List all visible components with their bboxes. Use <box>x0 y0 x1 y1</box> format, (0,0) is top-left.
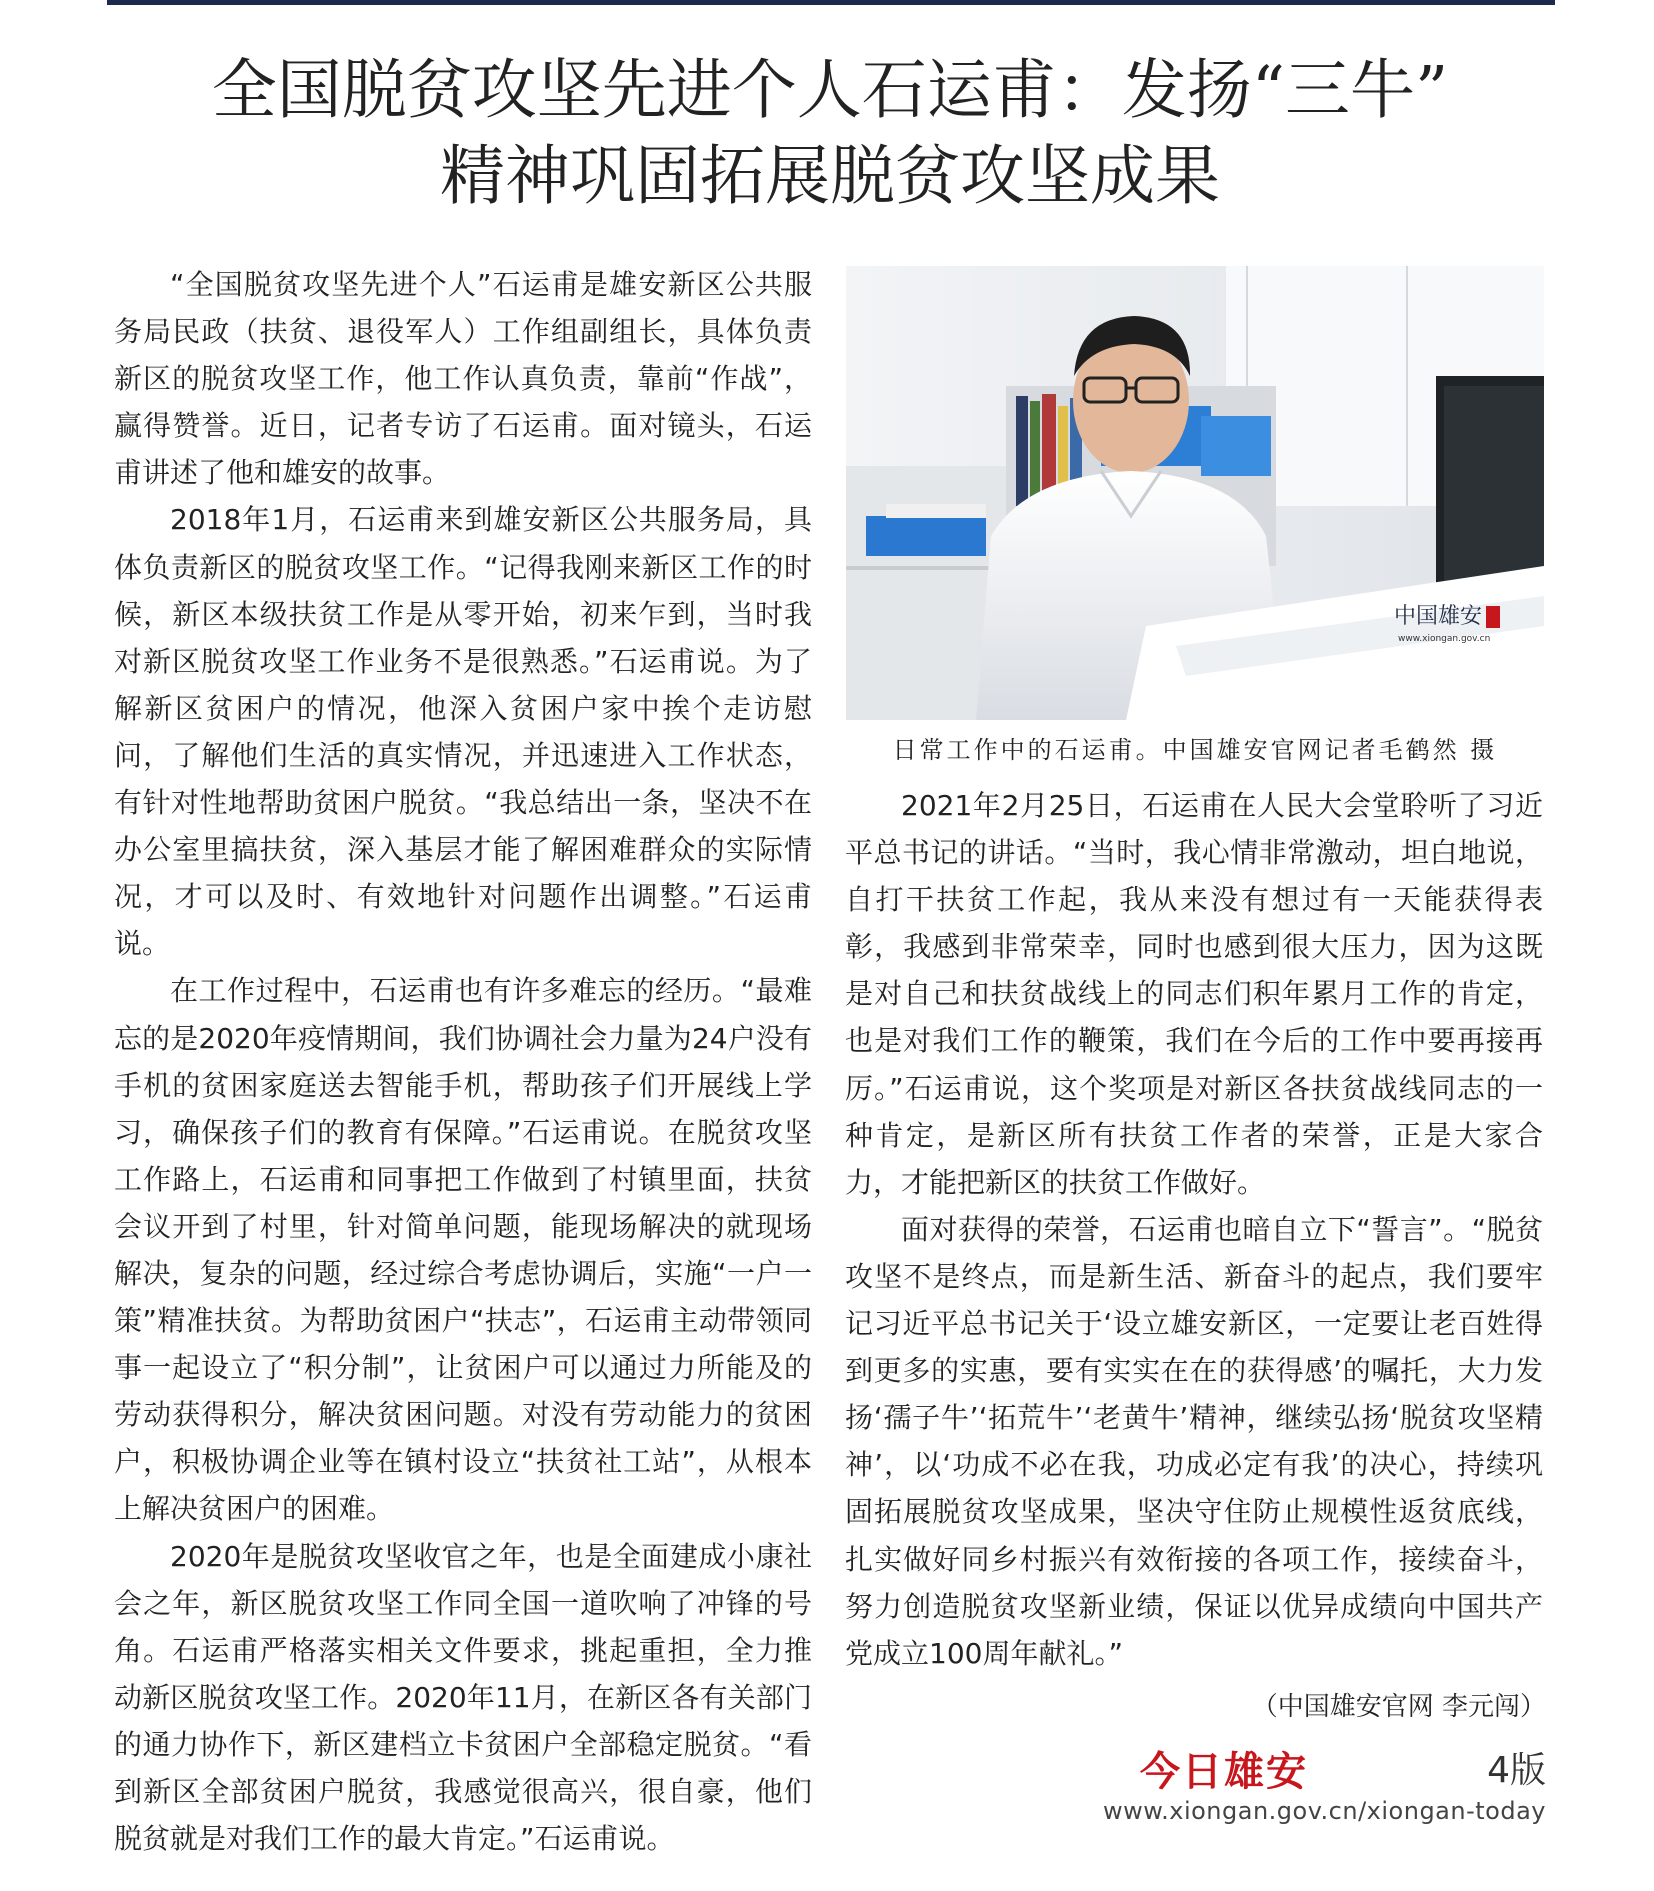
photo-caption: 日常工作中的石运甫。中国雄安官网记者毛鹤然 摄 <box>892 736 1498 764</box>
watermark-seal <box>1486 606 1500 628</box>
paragraph: 2021年2月25日，石运甫在人民大会堂聆听了习近平总书记的讲话。“当时，我心情非常激动，坦白地说，自打干扶贫工作起，我从来没有想过有一天能获得表彰，我感到非常荣幸，同时也感到很大压力，因为这既是对自己和扶贫战线上的同志们积年累月工作的肯定，也是对我们工作的鞭策，我们在今后的工作中要再接再厉。”石运甫说，这个奖项是对新区各扶贫战线同志的一种肯定，是新区所有扶贫工作者的荣誉，正是大家合力，才能把新区的扶贫工作做好。 <box>845 789 1543 1199</box>
paragraph: 面对获得的荣誉，石运甫也暗自立下“誓言”。“脱贫攻坚不是终点，而是新生活、新奋斗的起点，我们要牢记习近平总书记关于‘设立雄安新区，一定要让老百姓得到更多的实惠，要有实实在在的获得感’的嘱托，大力发扬‘孺子牛’‘拓荒牛’‘老黄牛’精神，继续弘扬‘脱贫攻坚精神’，以‘功成不必在我，功成必定有我’的决心，持续巩固拓展脱贫攻坚成果，坚决守住防止规模性返贫底线，扎实做好同乡村振兴有效衔接的各项工作，接续奋斗，努力创造脱贫攻坚新业绩，保证以优异成绩向中国共产党成立100周年献礼。” <box>845 1212 1543 1670</box>
photo-watermark: 中国雄安 <box>1394 604 1483 629</box>
author-credit: （中国雄安官网 李元闯） <box>1251 1692 1546 1722</box>
top-rule <box>107 0 1555 5</box>
masthead-logo: 今日雄安 <box>1140 1748 1308 1795</box>
paragraph: 2020年是脱贫攻坚收官之年，也是全面建成小康社会之年，新区脱贫攻坚工作同全国一道吹响了冲锋的号角。石运甫严格落实相关文件要求，挑起重担，全力推动新区脱贫攻坚工作。2020年11月，在新区各有关部门的通力协作下，新区建档立卡贫困户全部稳定脱贫。“看到新区全部贫困户脱贫，我感觉很高兴，很自豪，他们脱贫就是对我们工作的最大肯定。”石运甫说。 <box>114 1539 812 1856</box>
photo-illustration <box>846 266 1544 720</box>
paragraph: 2018年1月，石运甫来到雄安新区公共服务局，具体负责新区的脱贫攻坚工作。“记得我刚来新区工作的时候，新区本级扶贫工作是从零开始，初来乍到，当时我对新区脱贫攻坚工作业务不是很熟悉。”石运甫说。为了解新区贫困户的情况，他深入贫困户家中挨个走访慰问，了解他们生活的真实情况，并迅速进入工作状态，有针对性地帮助贫困户脱贫。“我总结出一条，坚决不在办公室里搞扶贫，深入基层才能了解困难群众的实际情况，才可以及时、有效地针对问题作出调整。”石运甫说。 <box>114 503 812 961</box>
paragraph: “全国脱贫攻坚先进个人”石运甫是雄安新区公共服务局民政（扶贫、退役军人）工作组副组长，具体负责新区的脱贫攻坚工作，他工作认真负责，靠前“作战”，赢得赞誉。近日，记者专访了石运甫。面对镜头，石运甫讲述了他和雄安的故事。 <box>114 268 812 490</box>
right-column <box>845 782 1543 1677</box>
article-photo <box>846 266 1544 720</box>
photo-watermark-url: www.xiongan.gov.cn <box>1398 634 1491 644</box>
title-line-2: 精神巩固拓展脱贫攻坚成果 <box>439 139 1220 214</box>
left-column <box>114 261 812 1862</box>
article-title <box>120 48 1540 220</box>
title-line-1: 全国脱贫攻坚先进个人石运甫：发扬“三牛” <box>211 53 1449 128</box>
paragraph: 在工作过程中，石运甫也有许多难忘的经历。“最难忘的是2020年疫情期间，我们协调社会力量为24户没有手机的贫困家庭送去智能手机，帮助孩子们开展线上学习，确保孩子们的教育有保障。”石运甫说。在脱贫攻坚工作路上，石运甫和同事把工作做到了村镇里面，扶贫会议开到了村里，针对简单问题，能现场解决的就现场解决，复杂的问题，经过综合考虑协调后，实施“一户一策”精准扶贫。为帮助贫困户“扶志”，石运甫主动带领同事一起设立了“积分制”，让贫困户可以通过力所能及的劳动获得积分，解决贫困问题。对没有劳动能力的贫困户，积极协调企业等在镇村设立“扶贫社工站”，从根本上解决贫困户的困难。 <box>114 974 812 1526</box>
page-number: 4版 <box>1487 1750 1546 1791</box>
footer-url[interactable]: www.xiongan.gov.cn/xiongan-today <box>1102 1797 1546 1825</box>
